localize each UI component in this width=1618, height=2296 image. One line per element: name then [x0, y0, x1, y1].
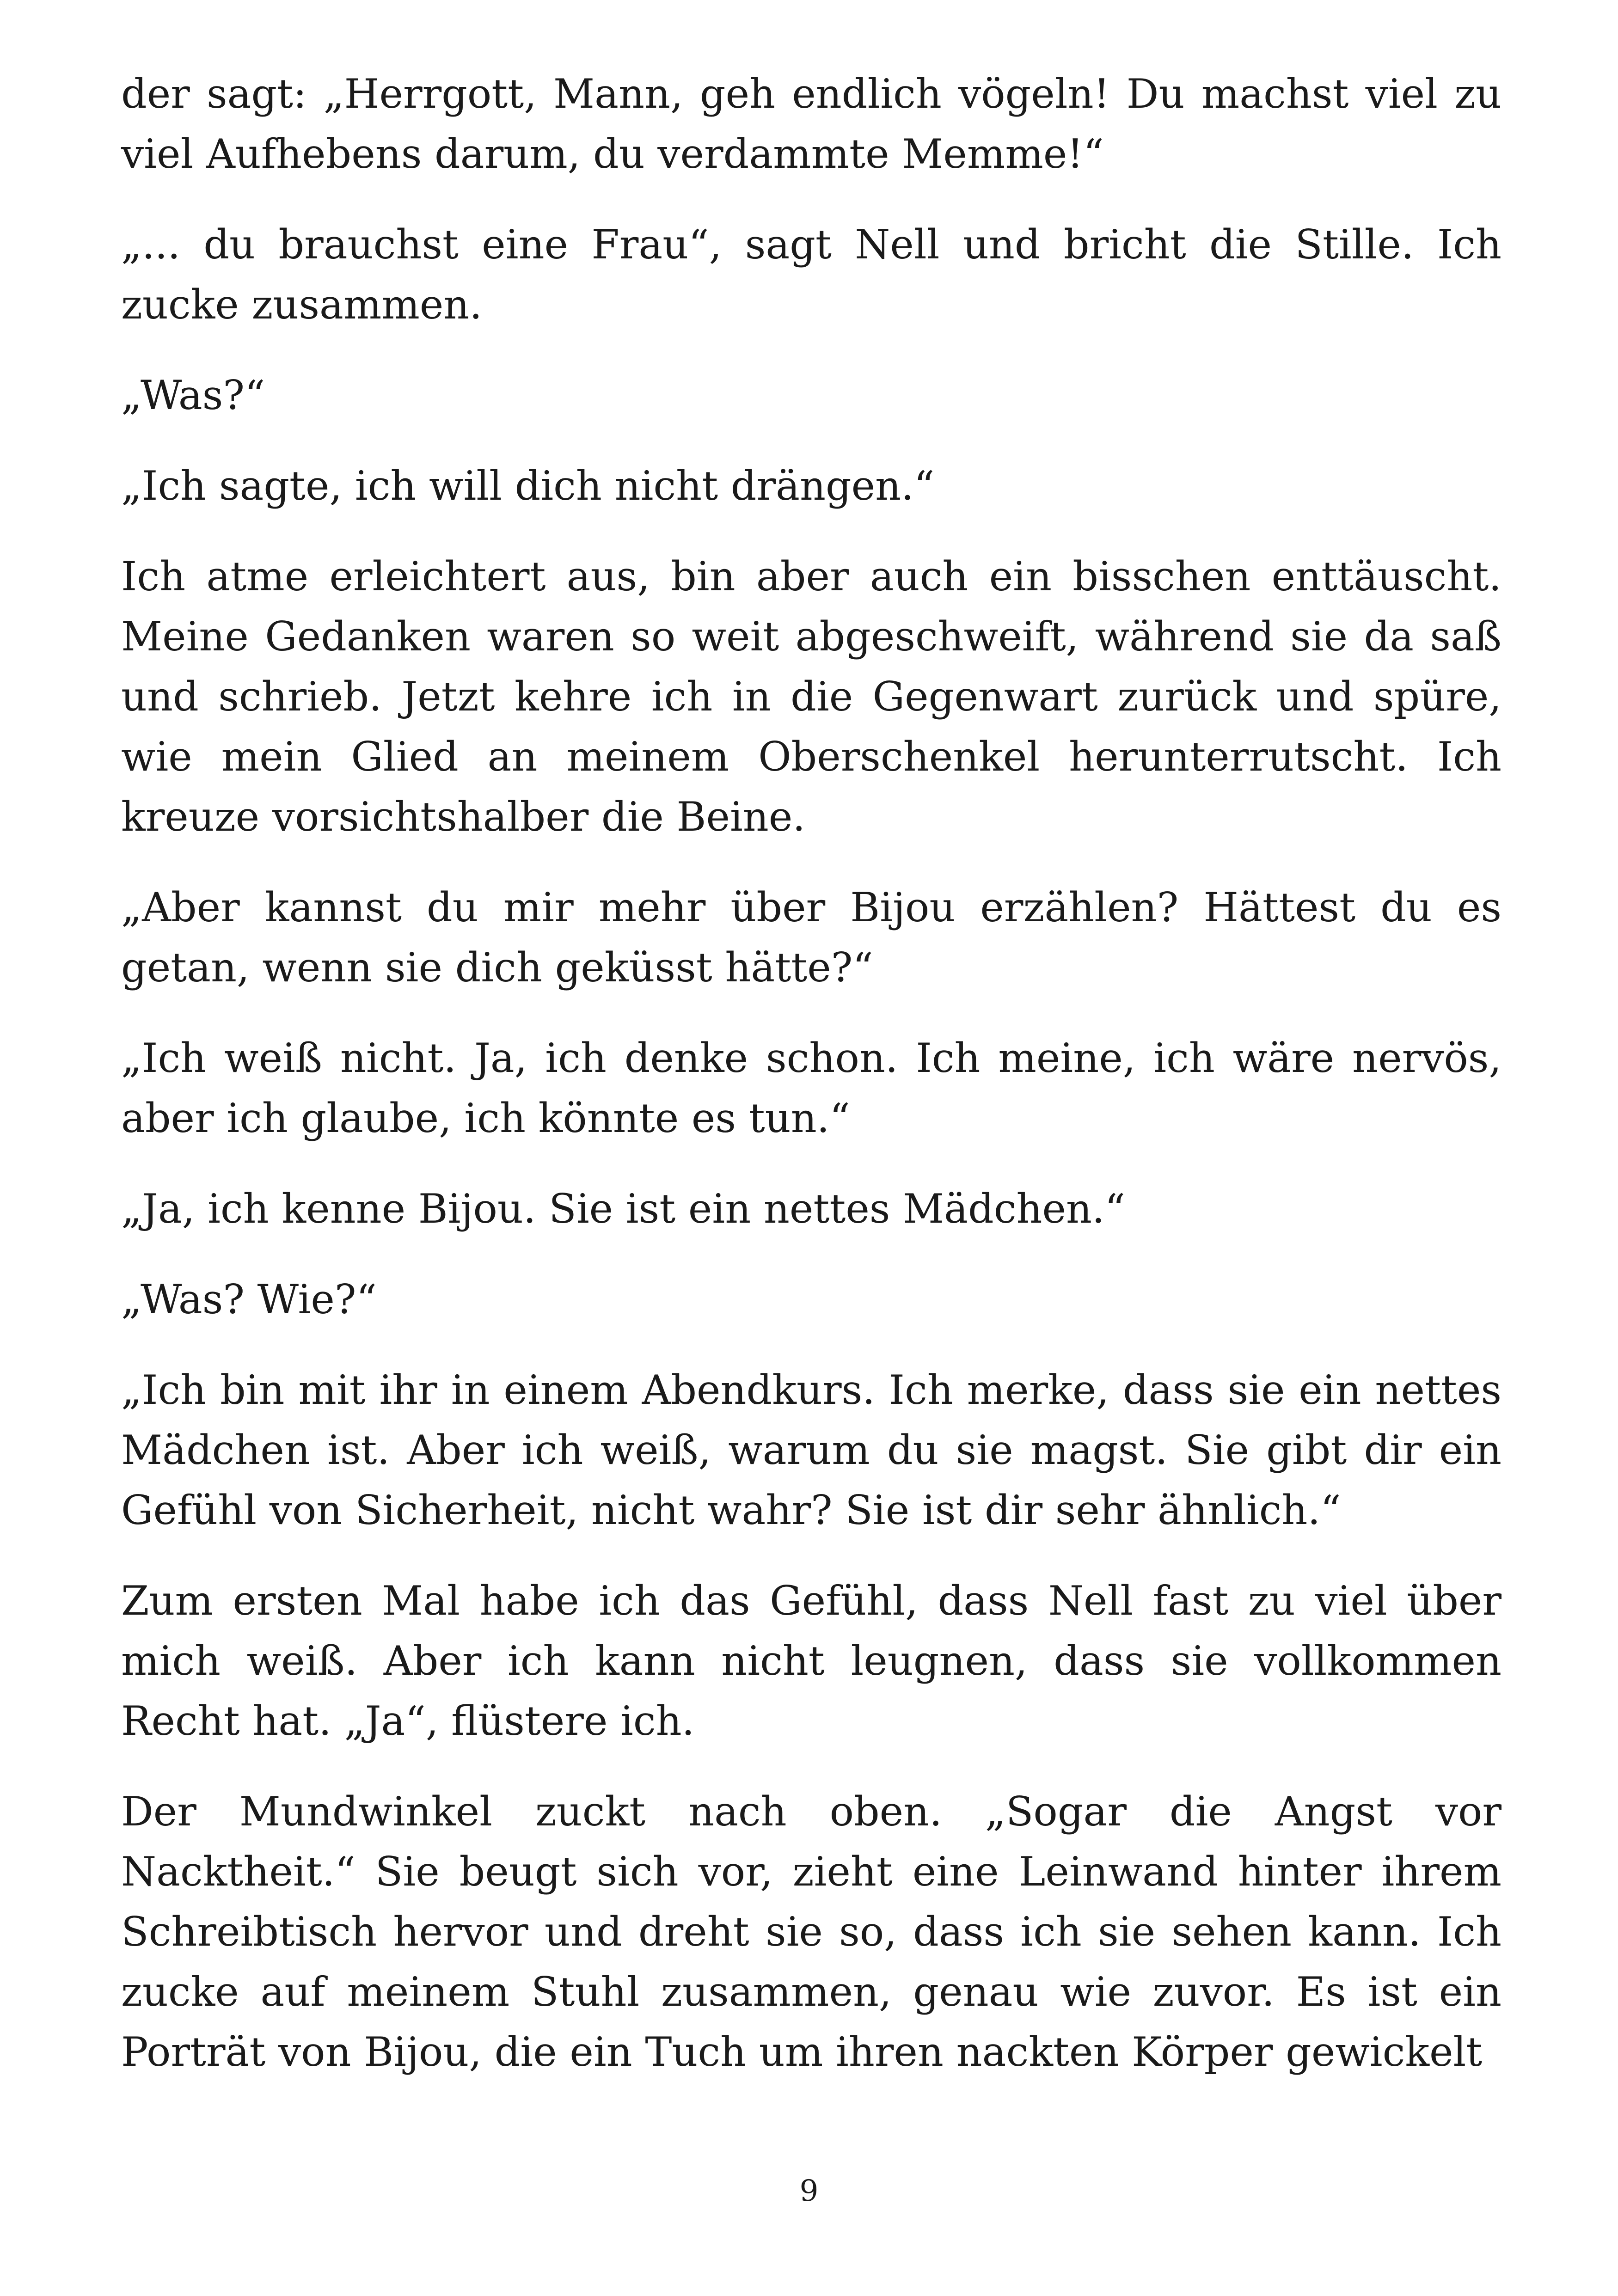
paragraph: „Was? Wie?“	[121, 1276, 377, 1323]
body-text	[121, 64, 1502, 2112]
paragraph: „Ich weiß nicht. Ja, ich denke schon. Ich meine, ich wäre nervös, aber ich glaube, ich könnte es tun.“	[121, 1035, 1502, 1142]
paragraph: Ich atme erleichtert aus, bin aber auch ein bisschen enttäuscht. Meine Gedanken waren so weit abgeschweift, während sie da saß und schrieb. Jetzt kehre ich in die Gegenwart zurück und spüre, wie mein Glied an meinem Oberschenkel herunterrutscht. Ich kreuze vorsichtshalber die Beine.	[121, 553, 1502, 840]
paragraph: „... du brauchst eine Frau“, sagt Nell und bricht die Stille. Ich zucke zusammen.	[121, 221, 1502, 328]
paragraph: Zum ersten Mal habe ich das Gefühl, dass Nell fast zu viel über mich weiß. Aber ich kann nicht leugnen, dass sie vollkommen Recht hat. „Ja“, flüstere ich.	[121, 1577, 1502, 1745]
paragraph: „Ja, ich kenne Bijou. Sie ist ein nettes Mädchen.“	[121, 1185, 1126, 1232]
paragraph: „Ich bin mit ihr in einem Abendkurs. Ich merke, dass sie ein nettes Mädchen ist. Aber ich weiß, warum du sie magst. Sie gibt dir ein Gefühl von Sicherheit, nicht wahr? Sie ist dir sehr ähnlich.“	[121, 1366, 1502, 1534]
paragraph: „Was?“	[121, 372, 265, 419]
page-number: 9	[799, 2174, 819, 2208]
paragraph: der sagt: „Herrgott, Mann, geh endlich vögeln! Du machst viel zu viel Aufhebens darum, du verdammte Memme!“	[121, 70, 1502, 178]
paragraph: „Aber kannst du mir mehr über Bijou erzählen? Hättest du es getan, wenn sie dich geküsst hätte?“	[121, 884, 1502, 991]
paragraph: Der Mundwinkel zuckt nach oben. „Sogar die Angst vor Nacktheit.“ Sie beugt sich vor, zieht eine Leinwand hinter ihrem Schreibtisch hervor und dreht sie so, dass ich sie sehen kann. Ich zucke auf meinem Stuhl zusammen, genau wie zuvor. Es ist ein Porträt von Bijou, die ein Tuch um ihren nackten Körper gewickelt	[121, 1788, 1502, 2076]
paragraph: „Ich sagte, ich will dich nicht drängen.“	[121, 462, 935, 509]
